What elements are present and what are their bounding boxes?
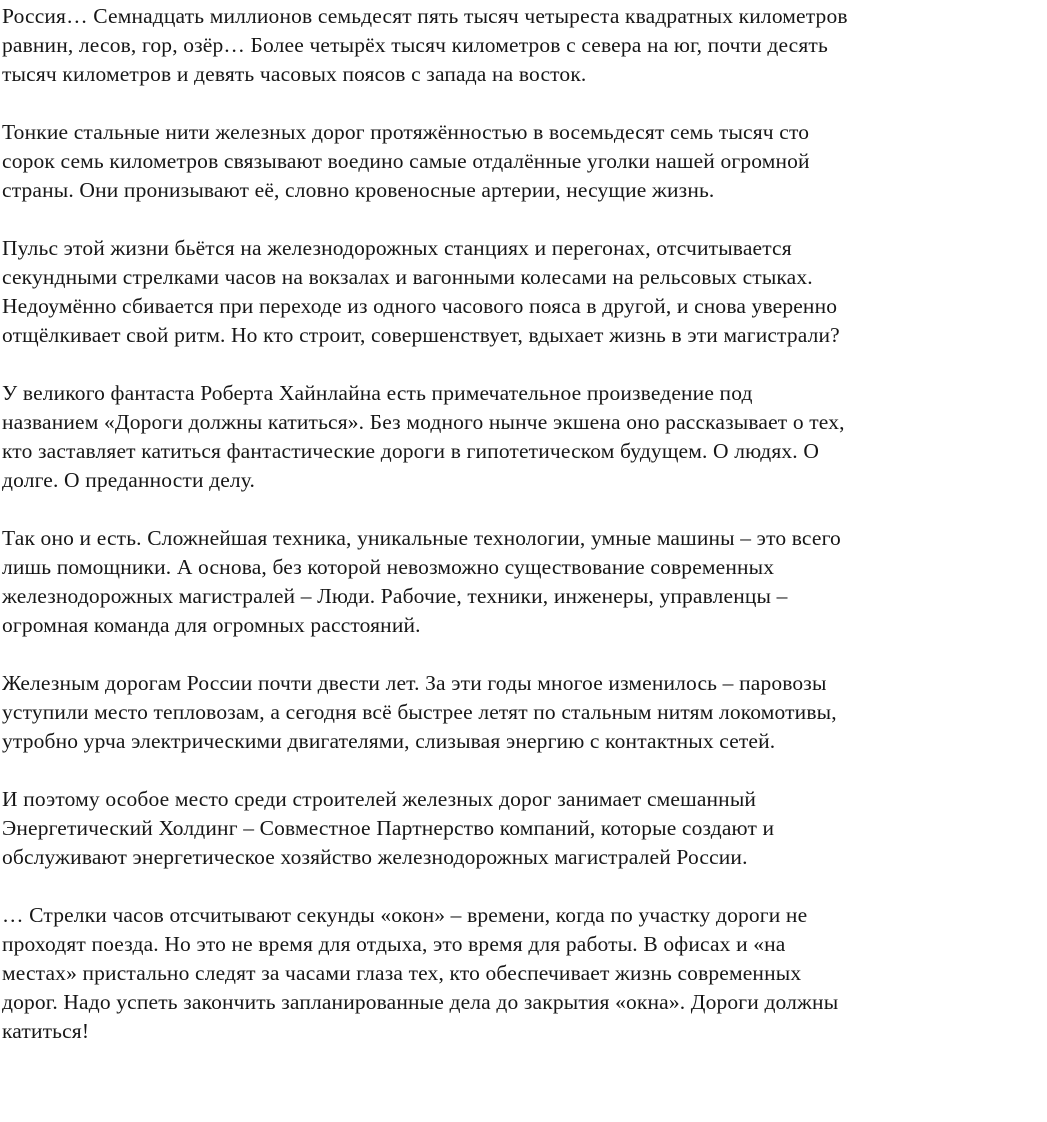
text-line: У великого фантаста Роберта Хайнлайна есть примечательное произведение под [2,381,753,405]
text-line: железнодорожных магистралей – Люди. Рабочие, техники, инженеры, управленцы – [2,584,788,608]
document-body [2,2,1042,1075]
text-line: И поэтому особое место среди строителей железных дорог занимает смешанный [2,787,757,811]
paragraph-7 [2,785,1042,872]
text-line: обслуживают энергетическое хозяйство железнодорожных магистралей России. [2,845,748,869]
paragraph-6 [2,669,1042,756]
text-line: сорок семь километров связывают воедино самые отдалённые уголки нашей огромной [2,149,810,173]
text-line: тысяч километров и девять часовых поясов с запада на восток. [2,62,587,86]
text-line: Тонкие стальные нити железных дорог протяжённостью в восемьдесят семь тысяч сто [2,120,810,144]
text-line: долге. О преданности делу. [2,468,256,492]
paragraph-5 [2,524,1042,640]
text-line: Железным дорогам России почти двести лет. За эти годы многое изменилось – паровозы [2,671,827,695]
text-line: секундными стрелками часов на вокзалах и вагонными колесами на рельсовых стыках. [2,265,813,289]
text-line: лишь помощники. А основа, без которой невозможно существование современных [2,555,775,579]
text-line: страны. Они пронизывают её, словно кровеносные артерии, несущие жизнь. [2,178,715,202]
text-line: отщёлкивает свой ритм. Но кто строит, совершенствует, вдыхает жизнь в эти магистрали? [2,323,840,347]
text-line: огромная команда для огромных расстояний. [2,613,421,637]
paragraph-8 [2,901,1042,1046]
text-line: равнин, лесов, гор, озёр… Более четырёх тысяч километров с севера на юг, почти десять [2,33,828,57]
text-line: уступили место тепловозам, а сегодня всё быстрее летят по стальным нитям локомотивы, [2,700,837,724]
text-line: проходят поезда. Но это не время для отдыха, это время для работы. В офисах и «на [2,932,786,956]
paragraph-1 [2,2,1042,89]
paragraph-3 [2,234,1042,350]
text-line: кто заставляет катиться фантастические дороги в гипотетическом будущем. О людях. О [2,439,819,463]
text-line: … Стрелки часов отсчитывают секунды «окон» – времени, когда по участку дороги не [2,903,808,927]
text-line: Пульс этой жизни бьётся на железнодорожных станциях и перегонах, отсчитывается [2,236,792,260]
text-line: Так оно и есть. Сложнейшая техника, уникальные технологии, умные машины – это всего [2,526,841,550]
text-line: утробно урча электрическими двигателями, слизывая энергию с контактных сетей. [2,729,776,753]
text-line: Недоумённо сбивается при переходе из одного часового пояса в другой, и снова уверенно [2,294,838,318]
text-line: катиться! [2,1019,90,1043]
text-line: дорог. Надо успеть закончить запланированные дела до закрытия «окна». Дороги должны [2,990,839,1014]
text-line: Россия… Семнадцать миллионов семьдесят пять тысяч четыреста квадратных километров [2,4,848,28]
text-line: названием «Дороги должны катиться». Без модного нынче экшена оно рассказывает о тех, [2,410,845,434]
text-line: Энергетический Холдинг – Совместное Партнерство компаний, которые создают и [2,816,775,840]
paragraph-2 [2,118,1042,205]
text-line: местах» пристально следят за часами глаза тех, кто обеспечивает жизнь современных [2,961,802,985]
paragraph-4 [2,379,1042,495]
